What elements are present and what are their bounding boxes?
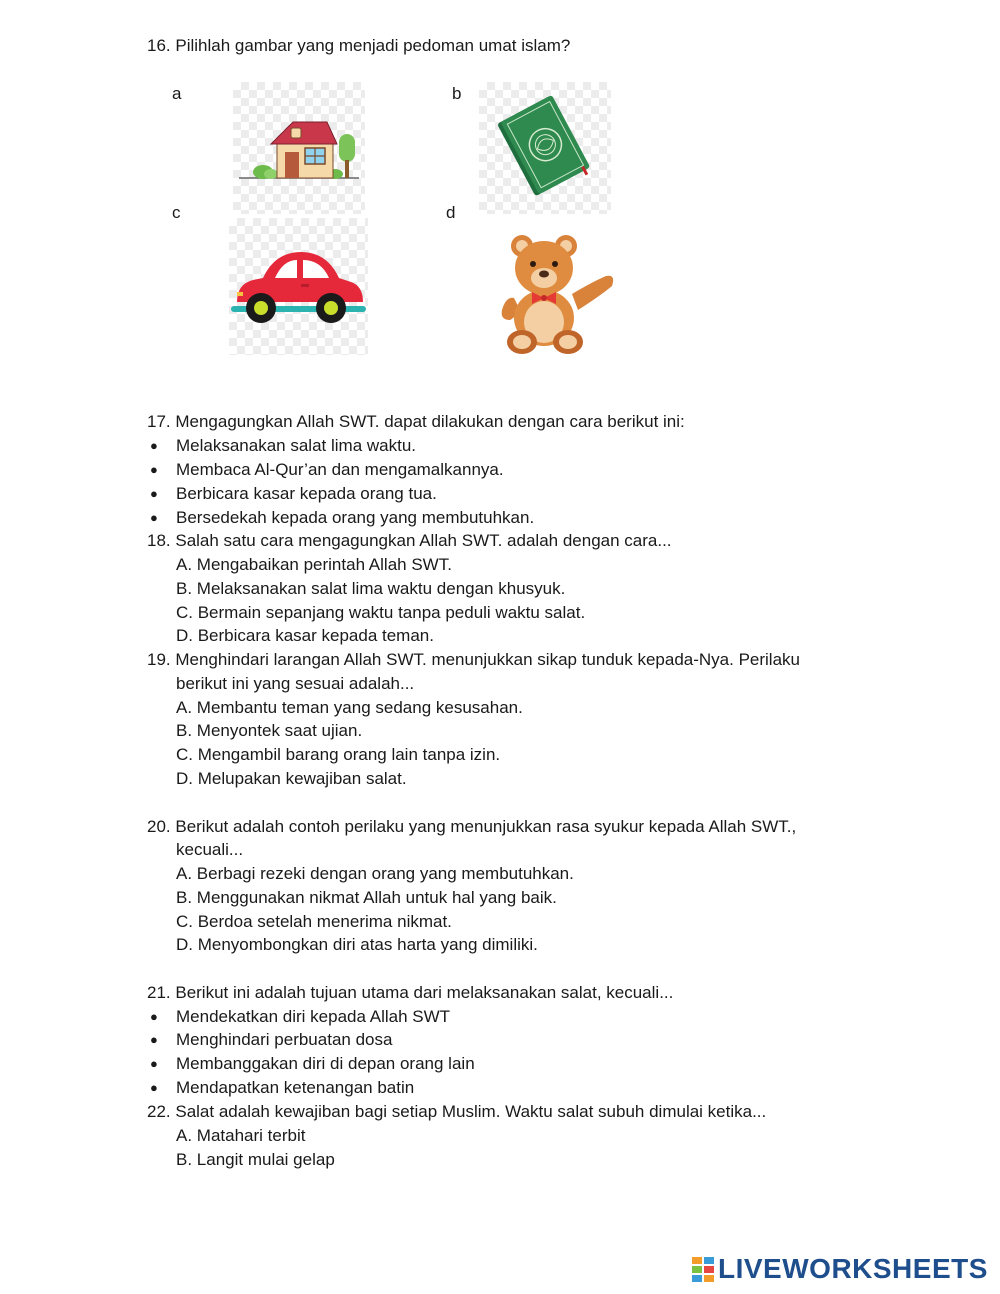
car-image[interactable]	[229, 218, 368, 355]
question-20-continuation: kecuali...	[176, 840, 244, 859]
q20-option: A. Berbagi rezeki dengan orang yang membutuhkan.	[176, 864, 574, 883]
q20-option: D. Menyombongkan diri atas harta yang dimiliki.	[176, 935, 538, 954]
question-22: 22. Salat adalah kewajiban bagi setiap Muslim. Waktu salat subuh dimulai ketika...	[147, 1102, 767, 1121]
question-20: 20. Berikut adalah contoh perilaku yang menunjukkan rasa syukur kepada Allah SWT.,	[147, 817, 797, 836]
q18-option: A. Mengabaikan perintah Allah SWT.	[176, 555, 452, 574]
q18-option: C. Bermain sepanjang waktu tanpa peduli waktu salat.	[176, 603, 586, 622]
house-icon	[233, 82, 365, 214]
bullet-icon: ●	[150, 1009, 158, 1024]
liveworksheets-wordmark: LIVEWORKSHEETS	[718, 1253, 988, 1284]
q17-item: Melaksanakan salat lima waktu.	[176, 436, 417, 455]
option-a-label: a	[172, 84, 182, 103]
q21-item: Mendekatkan diri kepada Allah SWT	[176, 1007, 451, 1026]
q22-option: A. Matahari terbit	[176, 1126, 306, 1145]
quran-image[interactable]	[479, 82, 611, 214]
teddy-bear-image[interactable]	[484, 224, 624, 360]
q21-item: Membanggakan diri di depan orang lain	[176, 1054, 475, 1073]
bullet-icon: ●	[150, 1056, 158, 1071]
q21-item: Menghindari perbuatan dosa	[176, 1030, 393, 1049]
bullet-icon: ●	[150, 1032, 158, 1047]
bullet-icon: ●	[150, 438, 158, 453]
quran-book-icon	[479, 82, 611, 214]
car-icon	[229, 218, 368, 355]
question-19-continuation: berikut ini yang sesuai adalah...	[176, 674, 415, 693]
q22-option: B. Langit mulai gelap	[176, 1150, 335, 1169]
question-18: 18. Salah satu cara mengagungkan Allah SWT. adalah dengan cara...	[147, 531, 672, 550]
option-d-label: d	[446, 203, 456, 222]
bullet-icon: ●	[150, 486, 158, 501]
q19-option: C. Mengambil barang orang lain tanpa izin.	[176, 745, 501, 764]
q17-item: Bersedekah kepada orang yang membutuhkan.	[176, 508, 535, 527]
option-c-label: c	[172, 203, 181, 222]
q19-option: A. Membantu teman yang sedang kesusahan.	[176, 698, 523, 717]
liveworksheets-logo-icon	[692, 1256, 716, 1282]
q20-option: C. Berdoa setelah menerima nikmat.	[176, 912, 452, 931]
option-b-label: b	[452, 84, 462, 103]
q21-item: Mendapatkan ketenangan batin	[176, 1078, 415, 1097]
question-21: 21. Berikut ini adalah tujuan utama dari melaksanakan salat, kecuali...	[147, 983, 674, 1002]
q18-option: D. Berbicara kasar kepada teman.	[176, 626, 434, 645]
liveworksheets-logo[interactable]	[692, 1254, 988, 1284]
teddy-bear-icon	[484, 224, 624, 360]
question-16: 16. Pilihlah gambar yang menjadi pedoman umat islam?	[147, 36, 571, 55]
bullet-icon: ●	[150, 1080, 158, 1095]
bullet-icon: ●	[150, 510, 158, 525]
q19-option: D. Melupakan kewajiban salat.	[176, 769, 407, 788]
q18-option: B. Melaksanakan salat lima waktu dengan khusyuk.	[176, 579, 566, 598]
question-17: 17. Mengagungkan Allah SWT. dapat dilakukan dengan cara berikut ini:	[147, 412, 685, 431]
q17-item: Berbicara kasar kepada orang tua.	[176, 484, 437, 503]
bullet-icon: ●	[150, 462, 158, 477]
q20-option: B. Menggunakan nikmat Allah untuk hal yang baik.	[176, 888, 557, 907]
q19-option: B. Menyontek saat ujian.	[176, 721, 363, 740]
house-image[interactable]	[233, 82, 365, 214]
question-19: 19. Menghindari larangan Allah SWT. menunjukkan sikap tunduk kepada-Nya. Perilaku	[147, 650, 800, 669]
q17-item: Membaca Al-Qur’an dan mengamalkannya.	[176, 460, 504, 479]
